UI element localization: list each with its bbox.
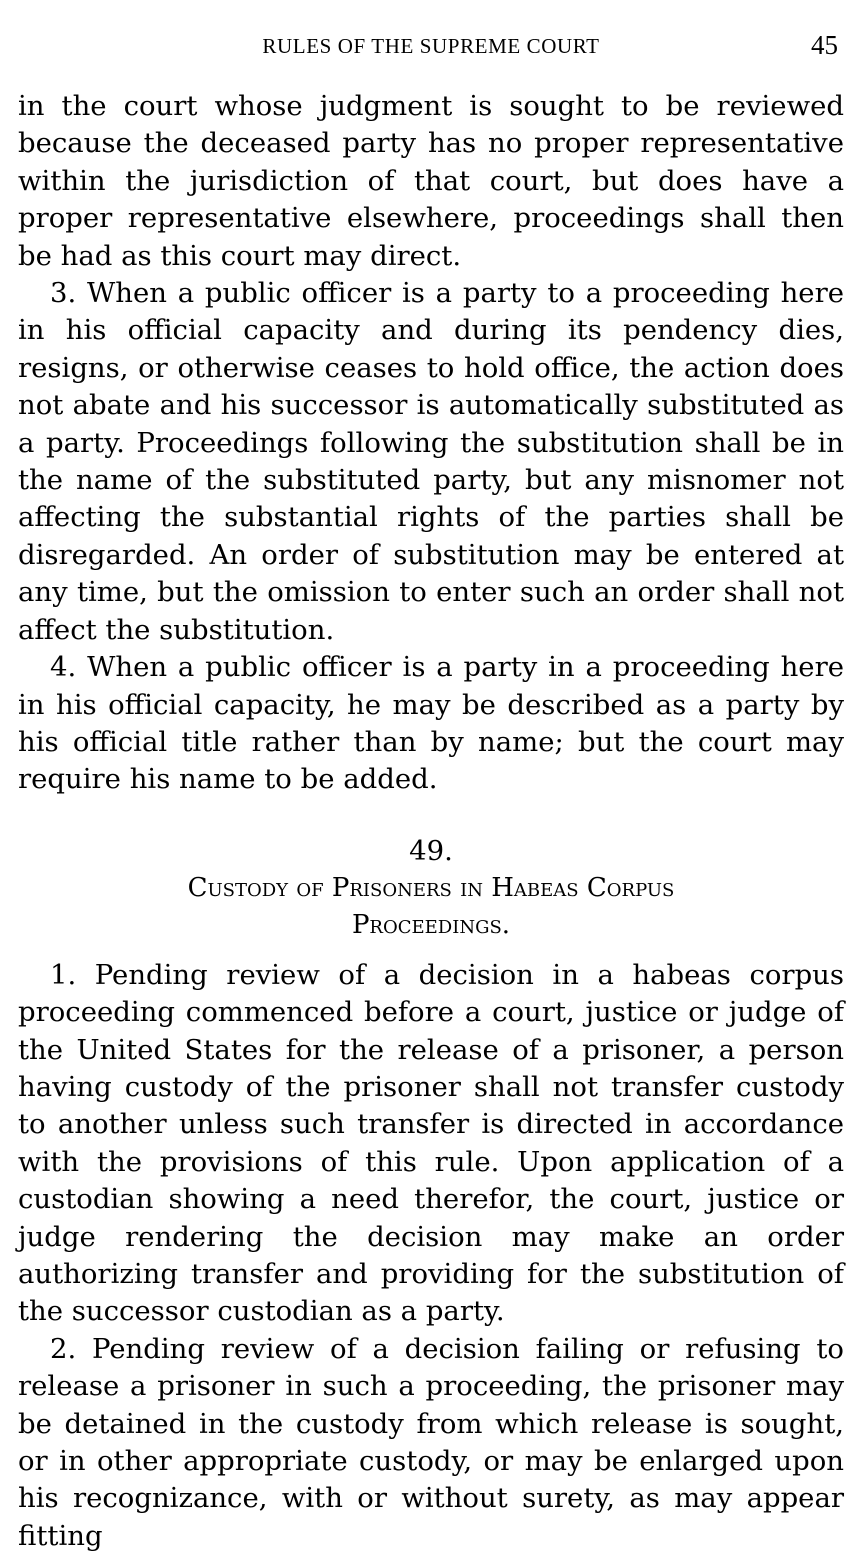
page-header <box>18 30 844 64</box>
rule-number: 49. <box>409 834 453 867</box>
rule-48-paragraph-4: 4. When a public officer is a party in a proceeding here in his official capacity, he may be described as a party by his official title rather than by name; but the court may require his name to be added. <box>18 651 844 796</box>
rule-heading: Custody of Prisoners in Habeas Corpus Proceedings. <box>187 873 675 940</box>
rule-48-paragraph-3: 3. When a public officer is a party to a proceeding here in his official capacity and during its pendency dies, resigns, or otherwise ceases to hold office, the action does not abate and his successor is automatically substituted as a party. Proceedings following the substitution shall be in the name of the substituted party, but any misnomer not affecting the substantial rights of the parties shall be disregarded. An order of substitution may be entered at any time, but the omission to enter such an order shall not affect the substitution. <box>18 277 844 646</box>
page-number: 45 <box>811 30 838 60</box>
continuation-paragraph: in the court whose judgment is sought to be reviewed because the deceased party has no proper representative within the jurisdiction of that court, but does have a proper representative elsewhere, proceedings shall then be had as this court may direct. <box>18 90 844 272</box>
rule-49-paragraph-2: 2. Pending review of a decision failing or refusing to release a prisoner in such a proceeding, the prisoner may be detained in the custody from which release is sought, or in other appropriate custody, or may be enlarged upon his recognizance, with or without surety, as may appear fitting <box>18 1332 844 1552</box>
page-body <box>18 88 844 1555</box>
rule-49-paragraph-1: 1. Pending review of a decision in a habeas corpus proceeding commenced before a court, justice or judge of the United States for the release of a prisoner, a person having custody of the prisoner shall not transfer custody to another unless such transfer is directed in accordance with the provisions of this rule. Upon application of a custodian showing a need therefor, the court, justice or judge rendering the decision may make an order authorizing transfer and providing for the substitution of the successor custodian as a party. <box>18 958 844 1328</box>
running-title: RULES OF THE SUPREME COURT <box>262 34 600 58</box>
